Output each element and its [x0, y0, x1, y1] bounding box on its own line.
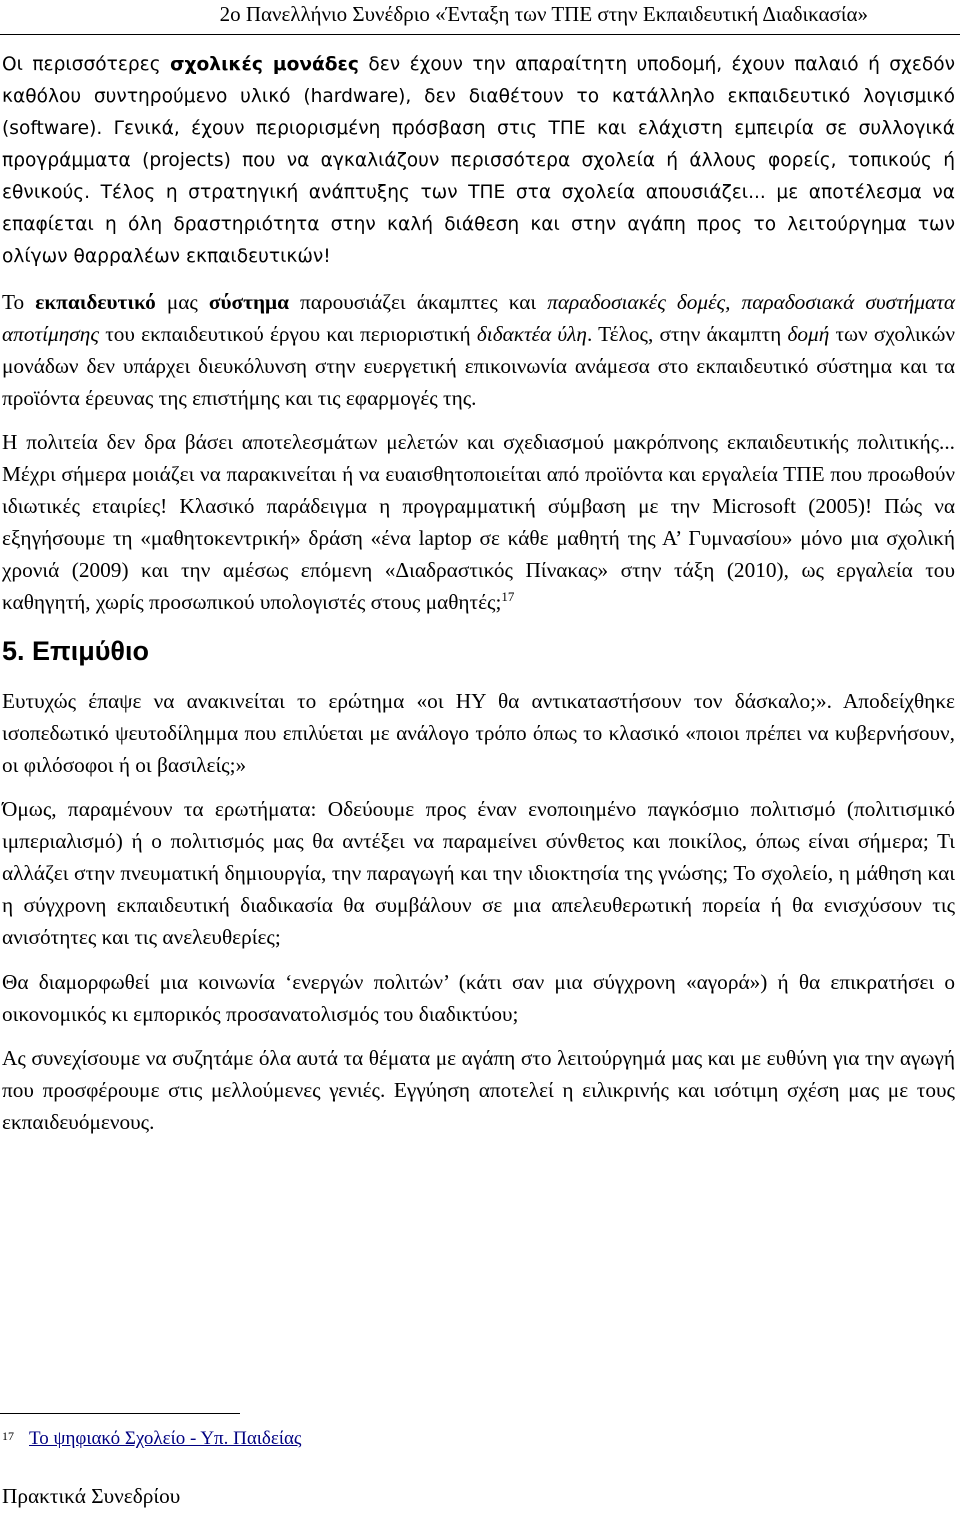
- body-text: [2, 49, 955, 1151]
- footnote-separator: [0, 1413, 240, 1414]
- bold-term-educational: εκπαιδευτικό: [35, 289, 156, 314]
- text-run: Το: [2, 289, 36, 314]
- conference-title: 2ο Πανελλήνιο Συνέδριο «Ένταξη των ΤΠΕ στην Εκπαιδευτική Διαδικασία»: [219, 2, 868, 26]
- footnote-number: 17: [2, 1429, 14, 1443]
- text-run: . Τέλος, στην άκαμπτη: [586, 321, 788, 346]
- paragraph-school-units: [2, 49, 955, 273]
- text-run: των σχολικών μονάδων δεν υπάρχει διευκόλυνση στην ευεργετική επικοινωνία ανάμεσα στο εκπαιδευτικό σύστημα και τα προϊόντα έρευνας της επιστήμης και τις εφαρμογές της.: [2, 321, 955, 410]
- text-run: Η πολιτεία δεν δρα βάσει αποτελεσμάτων μελετών και σχεδιασμού μακρόπνοης εκπαιδευτικής πολιτικής... Μέχρι σήμερα μοιάζει να παρακινείται ή να ευαισθητοποιείται από προϊόντα και εργαλεία ΤΠΕ που προωθούν ιδιωτικές εταιρίες! Κλασικό παράδειγμα η προγραμματική σύμβαση με την Microsoft (2005)! Πώς να εξηγήσουμε τη «μαθητοκεντρική» δράση «ένα laptop σε κάθε μαθητή της Α’ Γυμνασίου» μόνο μια σχολική χρονιά (2009) και την αμέσως επόμενη «Διαδραστικός Πίνακας» στην τάξη (2010), ως εργαλεία του καθηγητή, χωρίς προσωπικού υπολογιστές στους μαθητές;: [2, 430, 955, 614]
- page-header: [0, 0, 960, 35]
- footnote: [2, 1423, 301, 1455]
- text-run: δεν έχουν την απαραίτητη υποδομή, έχουν παλαιό ή σχεδόν καθόλου συντηρούμενο υλικό (hardware), δεν διαθέτουν το κατάλληλο εκπαιδευτικό λογισμικό (software). Γενικά, έχουν περιορισμένη πρόσβαση στις ΤΠΕ και ελάχιστη εμπειρία σε συλλογικά προγράμματα (projects) που να αγκαλιάζουν περισσότερα σχολεία ή άλλους φορείς, τοπικούς ή εθνικούς. Τέλος η στρατηγική ανάπτυξης των ΤΠΕ στα σχολεία απουσιάζει... με αποτέλεσμα να επαφίεται η όλη δραστηριότητα στην καλή διάθεση και στην αγάπη προς το λειτούργημα των ολίγων θαρραλέων εκπαιδευτικών!: [2, 54, 956, 267]
- page-footer: Πρακτικά Συνεδρίου: [2, 1484, 181, 1508]
- paragraph-closing: Ας συνεχίσουμε να συζητάμε όλα αυτά τα θέματα με αγάπη στο λειτούργημά μας και με ευθύνη για την αγωγή που προσφέρουμε στις μελλούμενες γενιές. Εγγύηση αποτελεί η ειλικρινής και ισότιμη σχέση μας με τους εκπαιδευόμενους.: [2, 1046, 955, 1134]
- bold-term-school-units: σχολικές μονάδες: [170, 54, 359, 75]
- paragraph-education-system: [2, 286, 955, 414]
- italic-term-traditional-structures: παραδοσιακές δομές, παραδοσιακά συστήματα αποτίμησης: [2, 289, 955, 346]
- italic-term-structure: δομή: [787, 321, 830, 346]
- footnote-reference[interactable]: 17: [501, 589, 515, 604]
- text-run: του εκπαιδευτικού έργου και περιοριστική: [99, 321, 477, 346]
- text-run: Οι περισσότερες: [2, 54, 171, 75]
- italic-term-curriculum: διδακτέα ύλη: [476, 321, 587, 346]
- paragraph-question-computers: Ευτυχώς έπαψε να ανακινείται το ερώτημα «οι ΗΥ θα αντικαταστήσουν τον δάσκαλο;». Αποδείχθηκε ισοπεδωτικό ψευτοδίλημμα που επιλύεται με ανάλογο τρόπο όπως το κλασικό «ποιοι πρέπει να κυβερνήσουν, οι φιλόσοφοι ή οι βασιλείς;»: [2, 688, 955, 777]
- paragraph-open-questions: Όμως, παραμένουν τα ερωτήματα: Οδεύουμε προς έναν ενοποιημένο παγκόσμιο πολιτισμό (πολιτισμικό ιμπεριαλισμό) ή ο πολιτισμός μας θα αντέξει να παραμείνει σύνθετος και ποικίλος, όπως είναι σήμερα; Τι αλλάζει στην πνευματική δημιουργία, την παραγωγή και την ιδιοκτησία της γνώσης; Το σχολείο, η μάθηση και η σύγχρονη εκπαιδευτική διαδικασία θα συμβάλουν σε μια απελευθερωτική πορεία ή θα ενισχύσουν τις ανισότητες και τις ανελευθερίες;: [2, 797, 955, 949]
- footnote-link[interactable]: Το ψηφιακό Σχολείο - Υπ. Παιδείας: [29, 1428, 302, 1449]
- bold-term-system: σύστημα: [208, 289, 290, 314]
- text-run: παρουσιάζει άκαμπτες και: [289, 289, 548, 314]
- text-run: μας: [155, 289, 209, 314]
- paragraph-state-policy: [2, 426, 955, 618]
- section-heading: 5. Επιμύθιο: [2, 635, 150, 666]
- paragraph-active-citizens: Θα διαμορφωθεί μια κοινωνία ‘ενεργών πολιτών’ (κάτι σαν μια σύγχρονη «αγορά») ή θα επικρατήσει ο οικονομικός κι εμπορικός προσανατολισμός του διαδικτύου;: [2, 969, 955, 1026]
